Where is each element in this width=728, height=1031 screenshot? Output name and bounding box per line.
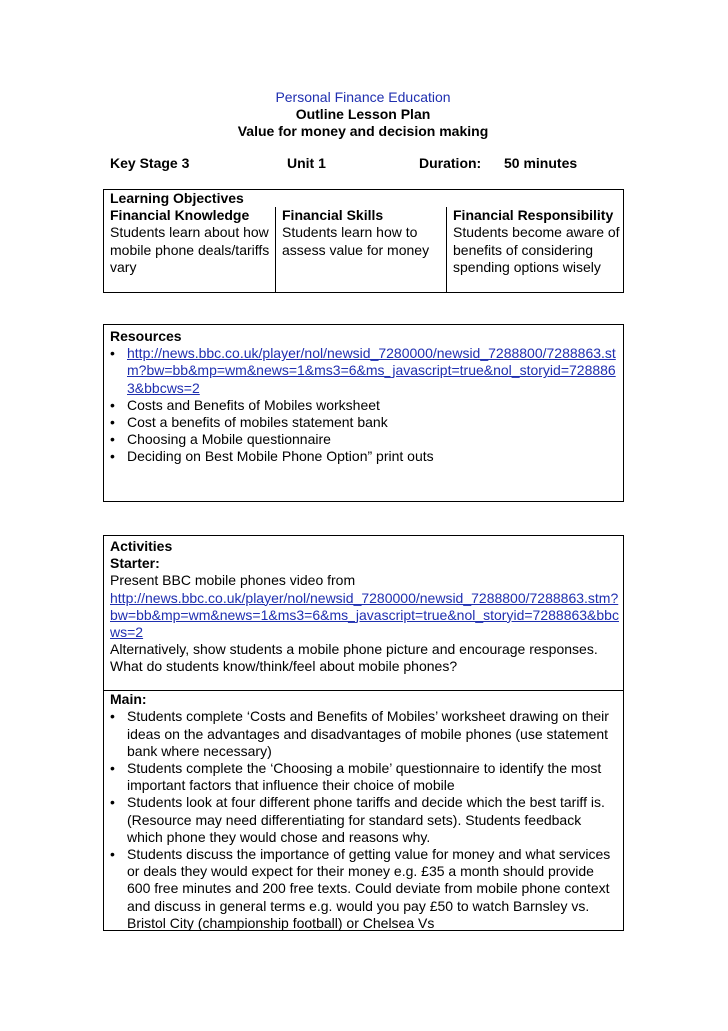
list-item: • Cost a benefits of mobiles statement bank [104, 414, 623, 431]
main-heading: Main: [110, 691, 147, 708]
objective-text: Students become aware of benefits of considering spending options wisely [453, 224, 620, 275]
list-item: • Students complete ‘Costs and Benefits of Mobiles’ worksheet drawing on their ideas on the advantages and disadvantages of mobile phones (use statement bank where necessary) [104, 708, 623, 760]
objective-text: Students learn how to assess value for money [282, 224, 430, 258]
activities-box [103, 535, 624, 931]
main-activities-list [104, 708, 623, 930]
duration-label: Duration: [419, 155, 482, 171]
activities-heading: Activities [110, 538, 173, 554]
resources-box [103, 324, 624, 502]
starter-intro: Present BBC mobile phones video from [110, 572, 356, 589]
resources-heading: Resources [110, 328, 182, 344]
lesson-meta [110, 155, 630, 173]
list-item [104, 345, 623, 397]
starter-alternative: Alternatively, show students a mobile phone picture and encourage responses. What do students know/think/feel about mobile phones? [110, 641, 598, 675]
list-item: • Students complete the ‘Choosing a mobile’ questionnaire to identify the most important factors that influence their choice of mobile [104, 760, 623, 794]
duration-value: 50 minutes [504, 155, 578, 171]
unit: Unit 1 [287, 155, 326, 171]
objective-title: Financial Skills [282, 207, 384, 224]
objectives-heading: Learning Objectives [110, 190, 244, 206]
resources-list [104, 345, 623, 465]
objective-title: Financial Responsibility [453, 207, 614, 224]
starter-heading: Starter: [110, 555, 160, 572]
objectives-columns [104, 207, 623, 292]
lesson-topic: Value for money and decision making [237, 123, 489, 139]
key-stage: Key Stage 3 [110, 155, 190, 171]
objective-responsibility [446, 207, 623, 292]
learning-objectives-box [103, 189, 624, 293]
objective-title: Financial Knowledge [110, 207, 250, 224]
objective-text: Students learn about how mobile phone deals/tariffs vary [110, 224, 270, 275]
list-item: • Deciding on Best Mobile Phone Option” print outs [104, 448, 623, 465]
starter-section [104, 555, 623, 690]
main-section [104, 691, 623, 930]
list-item: • Choosing a Mobile questionnaire [104, 431, 623, 448]
objective-skills [275, 207, 446, 292]
starter-video-link[interactable]: http://news.bbc.co.uk/player/nol/newsid_7280000/newsid_7288800/7288863.stm?bw=bb&mp=wm&news=1&ms3=6&ms_javascript=true&nol_storyid=7288863&bbcws=2 [110, 589, 619, 641]
resource-video-link[interactable]: http://news.bbc.co.uk/player/nol/newsid_7280000/newsid_7288800/7288863.stm?bw=bb&mp=wm&news=1&ms3=6&ms_javascript=true&nol_storyid=7288863&bbcws=2 [127, 345, 616, 396]
plan-type: Outline Lesson Plan [295, 106, 431, 122]
list-item: • Costs and Benefits of Mobiles worksheet [104, 397, 623, 414]
document-header [103, 89, 623, 140]
list-item: • Students look at four different phone tariffs and decide which the best tariff is. (Resource may need differentiating for standard sets). Students feedback which phone they would chose and reasons why. [104, 794, 623, 846]
org-title: Personal Finance Education [275, 89, 451, 105]
objective-knowledge [104, 207, 275, 292]
list-item: • Students discuss the importance of getting value for money and what services or deals they would expect for their money e.g. £35 a month should provide 600 free minutes and 200 free texts. Could deviate from mobile phone context and discuss in general terms e.g. would you pay £50 to watch Barnsley vs. Bristol City (championship football) or Chelsea Vs [104, 846, 623, 930]
